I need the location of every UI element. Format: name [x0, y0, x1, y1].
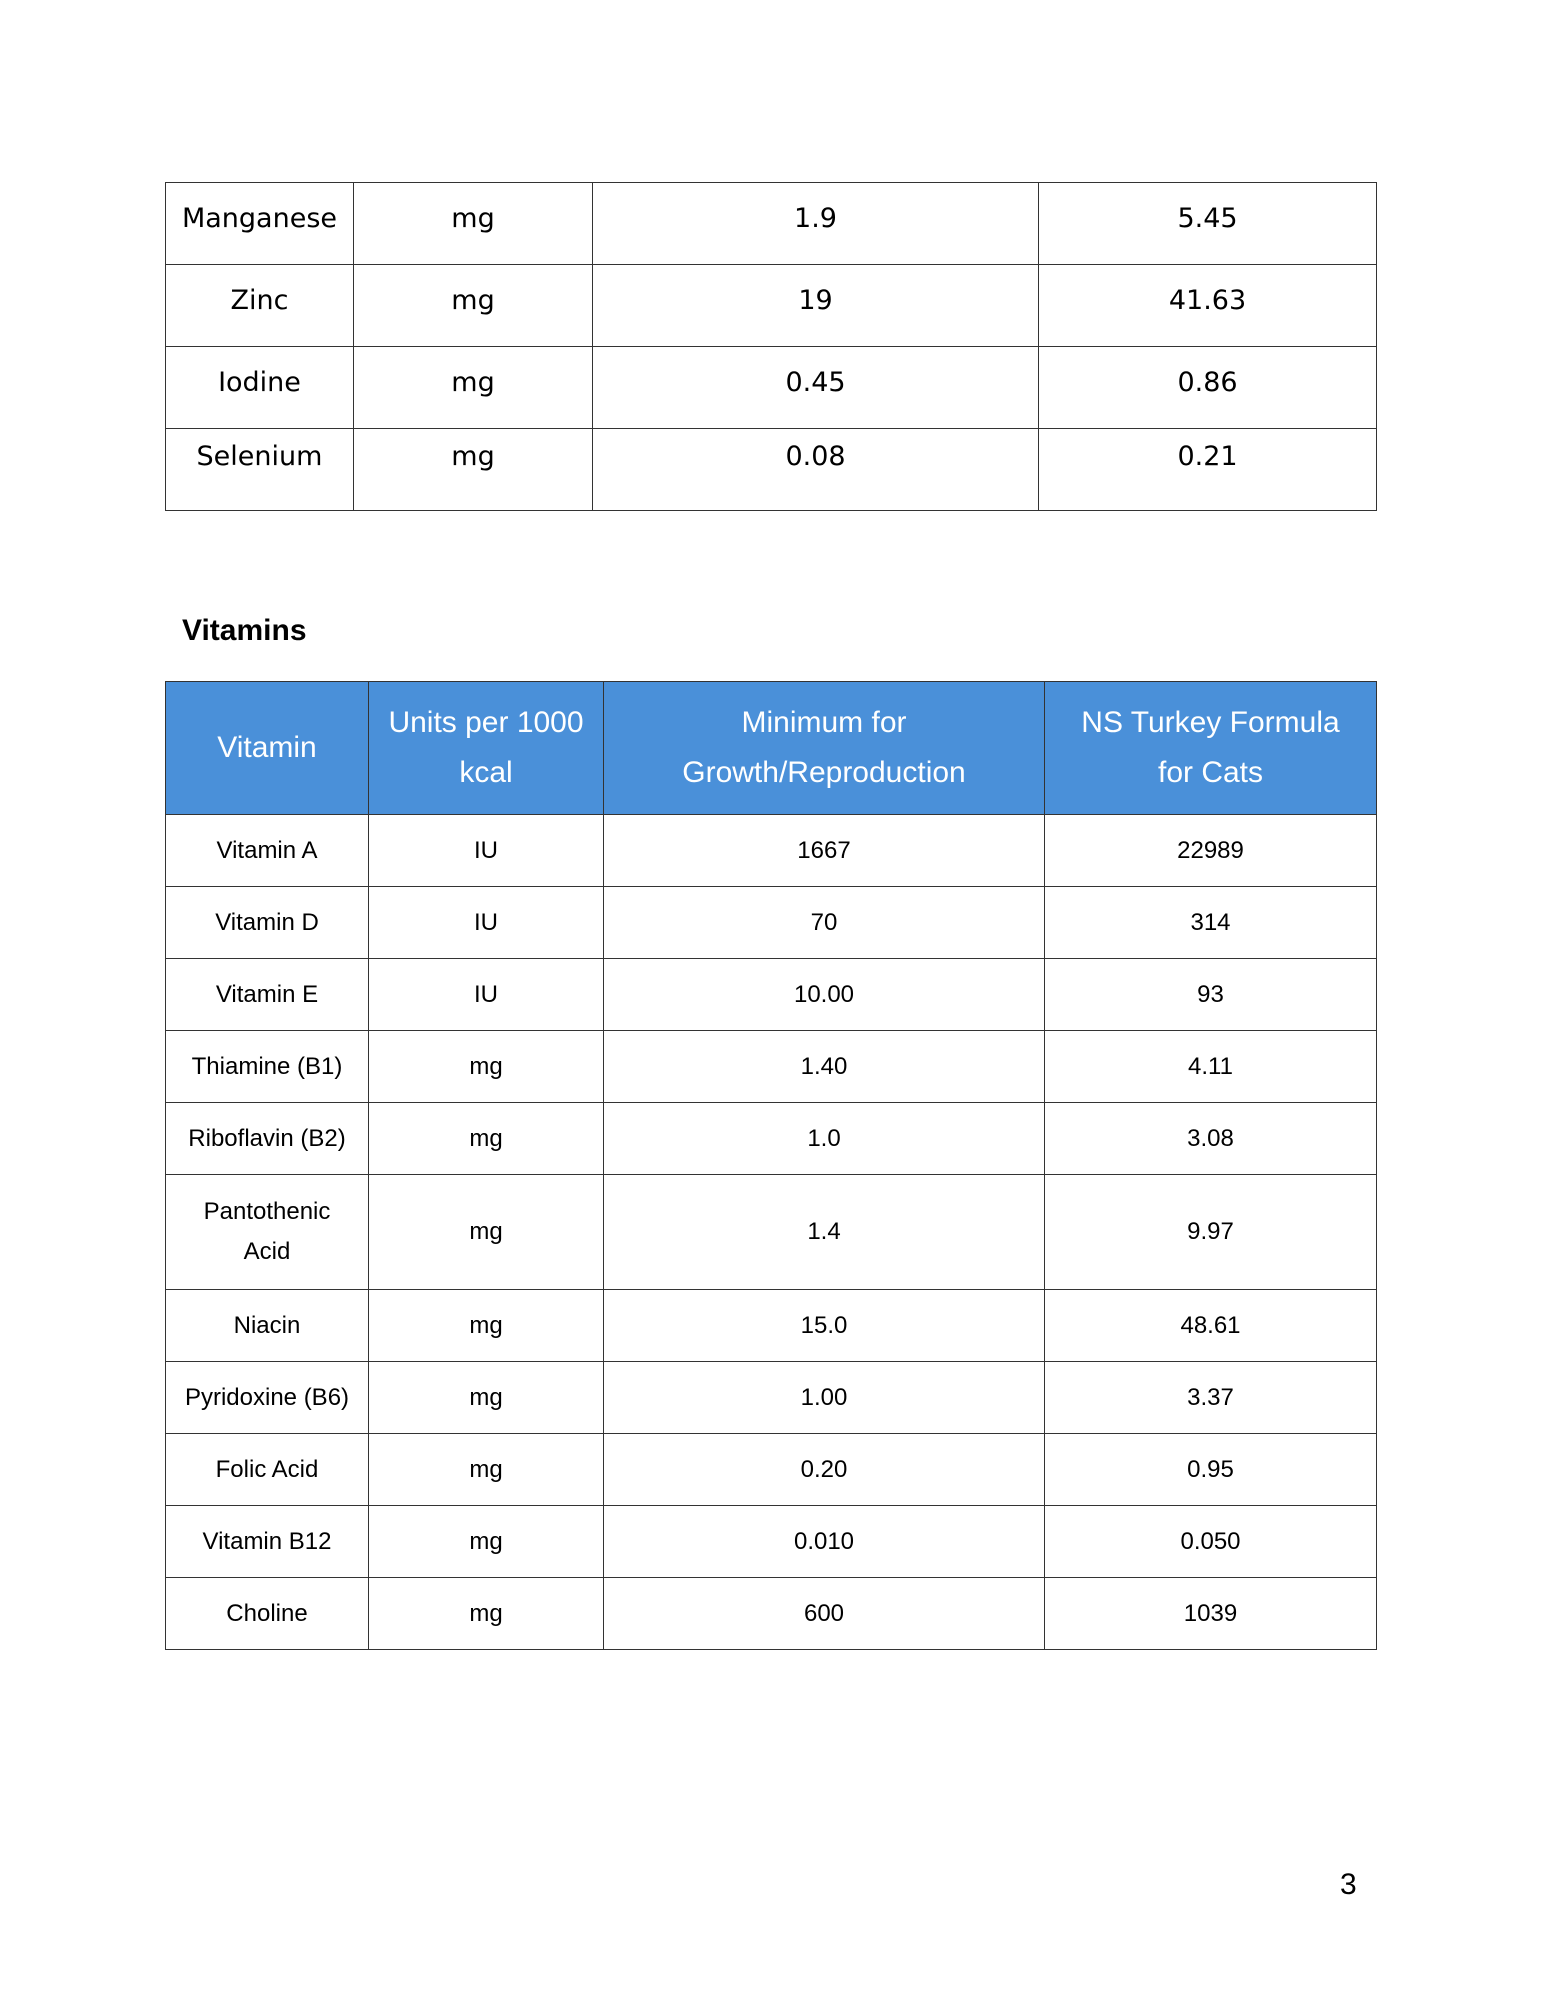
vitamin-unit: mg [369, 1506, 604, 1578]
mineral-name: Manganese [166, 183, 354, 265]
page-number: 3 [1340, 1868, 1357, 1901]
table-row [166, 429, 1377, 511]
column-header-units-label: Units per 1000 kcal [388, 706, 584, 789]
mineral-unit: mg [354, 183, 593, 265]
column-header-units [369, 682, 604, 815]
vitamin-formula-value: 314 [1045, 887, 1377, 959]
vitamin-minimum: 0.20 [604, 1434, 1045, 1506]
vitamin-minimum: 1667 [604, 815, 1045, 887]
vitamin-name: Vitamin D [166, 887, 369, 959]
mineral-name: Iodine [166, 347, 354, 429]
vitamin-unit: IU [369, 887, 604, 959]
vitamin-formula-value: 48.61 [1045, 1290, 1377, 1362]
table-row [166, 347, 1377, 429]
table-row [166, 887, 1377, 959]
vitamins-table [165, 681, 1377, 1650]
vitamin-name: Pyridoxine (B6) [166, 1362, 369, 1434]
vitamin-formula-value: 3.08 [1045, 1103, 1377, 1175]
vitamin-formula-value: 1039 [1045, 1578, 1377, 1650]
mineral-unit: mg [354, 429, 593, 511]
vitamin-unit: mg [369, 1290, 604, 1362]
vitamin-minimum: 600 [604, 1578, 1045, 1650]
mineral-unit: mg [354, 347, 593, 429]
vitamin-minimum: 70 [604, 887, 1045, 959]
mineral-minimum: 19 [593, 265, 1039, 347]
mineral-minimum: 0.08 [593, 429, 1039, 511]
table-row [166, 1175, 1377, 1290]
column-header-minimum-label: Minimum for Growth/Reproduction [682, 706, 966, 789]
minerals-table [165, 182, 1377, 511]
column-header-minimum [604, 682, 1045, 815]
mineral-formula-value: 0.86 [1039, 347, 1377, 429]
mineral-formula-value: 5.45 [1039, 183, 1377, 265]
vitamin-unit: mg [369, 1362, 604, 1434]
table-row [166, 1506, 1377, 1578]
vitamin-minimum: 15.0 [604, 1290, 1045, 1362]
vitamin-unit: IU [369, 815, 604, 887]
vitamin-formula-value: 3.37 [1045, 1362, 1377, 1434]
table-row [166, 1031, 1377, 1103]
table-row [166, 183, 1377, 265]
vitamin-minimum: 10.00 [604, 959, 1045, 1031]
vitamin-formula-value: 0.95 [1045, 1434, 1377, 1506]
vitamin-minimum: 1.0 [604, 1103, 1045, 1175]
table-row [166, 959, 1377, 1031]
mineral-minimum: 0.45 [593, 347, 1039, 429]
table-row [166, 1362, 1377, 1434]
vitamin-name: Choline [166, 1578, 369, 1650]
table-row [166, 1578, 1377, 1650]
vitamin-name-label: Pantothenic Acid [203, 1198, 331, 1265]
table-row [166, 1434, 1377, 1506]
table-row [166, 265, 1377, 347]
vitamin-formula-value: 4.11 [1045, 1031, 1377, 1103]
mineral-unit: mg [354, 265, 593, 347]
vitamin-formula-value: 9.97 [1045, 1175, 1377, 1290]
vitamin-formula-value: 22989 [1045, 815, 1377, 887]
vitamin-formula-value: 0.050 [1045, 1506, 1377, 1578]
vitamin-formula-value: 93 [1045, 959, 1377, 1031]
column-header-vitamin: Vitamin [166, 682, 369, 815]
vitamin-name: Thiamine (B1) [166, 1031, 369, 1103]
section-heading-vitamins: Vitamins [182, 614, 307, 647]
table-row [166, 1290, 1377, 1362]
table-header-row [166, 682, 1377, 815]
vitamin-minimum: 1.00 [604, 1362, 1045, 1434]
vitamin-minimum: 0.010 [604, 1506, 1045, 1578]
mineral-name: Zinc [166, 265, 354, 347]
vitamin-unit: mg [369, 1103, 604, 1175]
mineral-formula-value: 0.21 [1039, 429, 1377, 511]
vitamin-unit: mg [369, 1434, 604, 1506]
vitamin-minimum: 1.40 [604, 1031, 1045, 1103]
table-row [166, 1103, 1377, 1175]
vitamin-unit: mg [369, 1031, 604, 1103]
mineral-formula-value: 41.63 [1039, 265, 1377, 347]
vitamin-name: Vitamin E [166, 959, 369, 1031]
vitamin-name: Niacin [166, 1290, 369, 1362]
vitamin-name: Folic Acid [166, 1434, 369, 1506]
mineral-name: Selenium [166, 429, 354, 511]
column-header-formula [1045, 682, 1377, 815]
table-row [166, 815, 1377, 887]
vitamin-minimum: 1.4 [604, 1175, 1045, 1290]
vitamin-unit: mg [369, 1578, 604, 1650]
vitamin-name: Vitamin A [166, 815, 369, 887]
vitamin-name: Riboflavin (B2) [166, 1103, 369, 1175]
mineral-minimum: 1.9 [593, 183, 1039, 265]
column-header-formula-label: NS Turkey Formula for Cats [1081, 706, 1340, 789]
vitamin-name: Vitamin B12 [166, 1506, 369, 1578]
vitamin-unit: IU [369, 959, 604, 1031]
vitamin-unit: mg [369, 1175, 604, 1290]
vitamin-name [166, 1175, 369, 1290]
